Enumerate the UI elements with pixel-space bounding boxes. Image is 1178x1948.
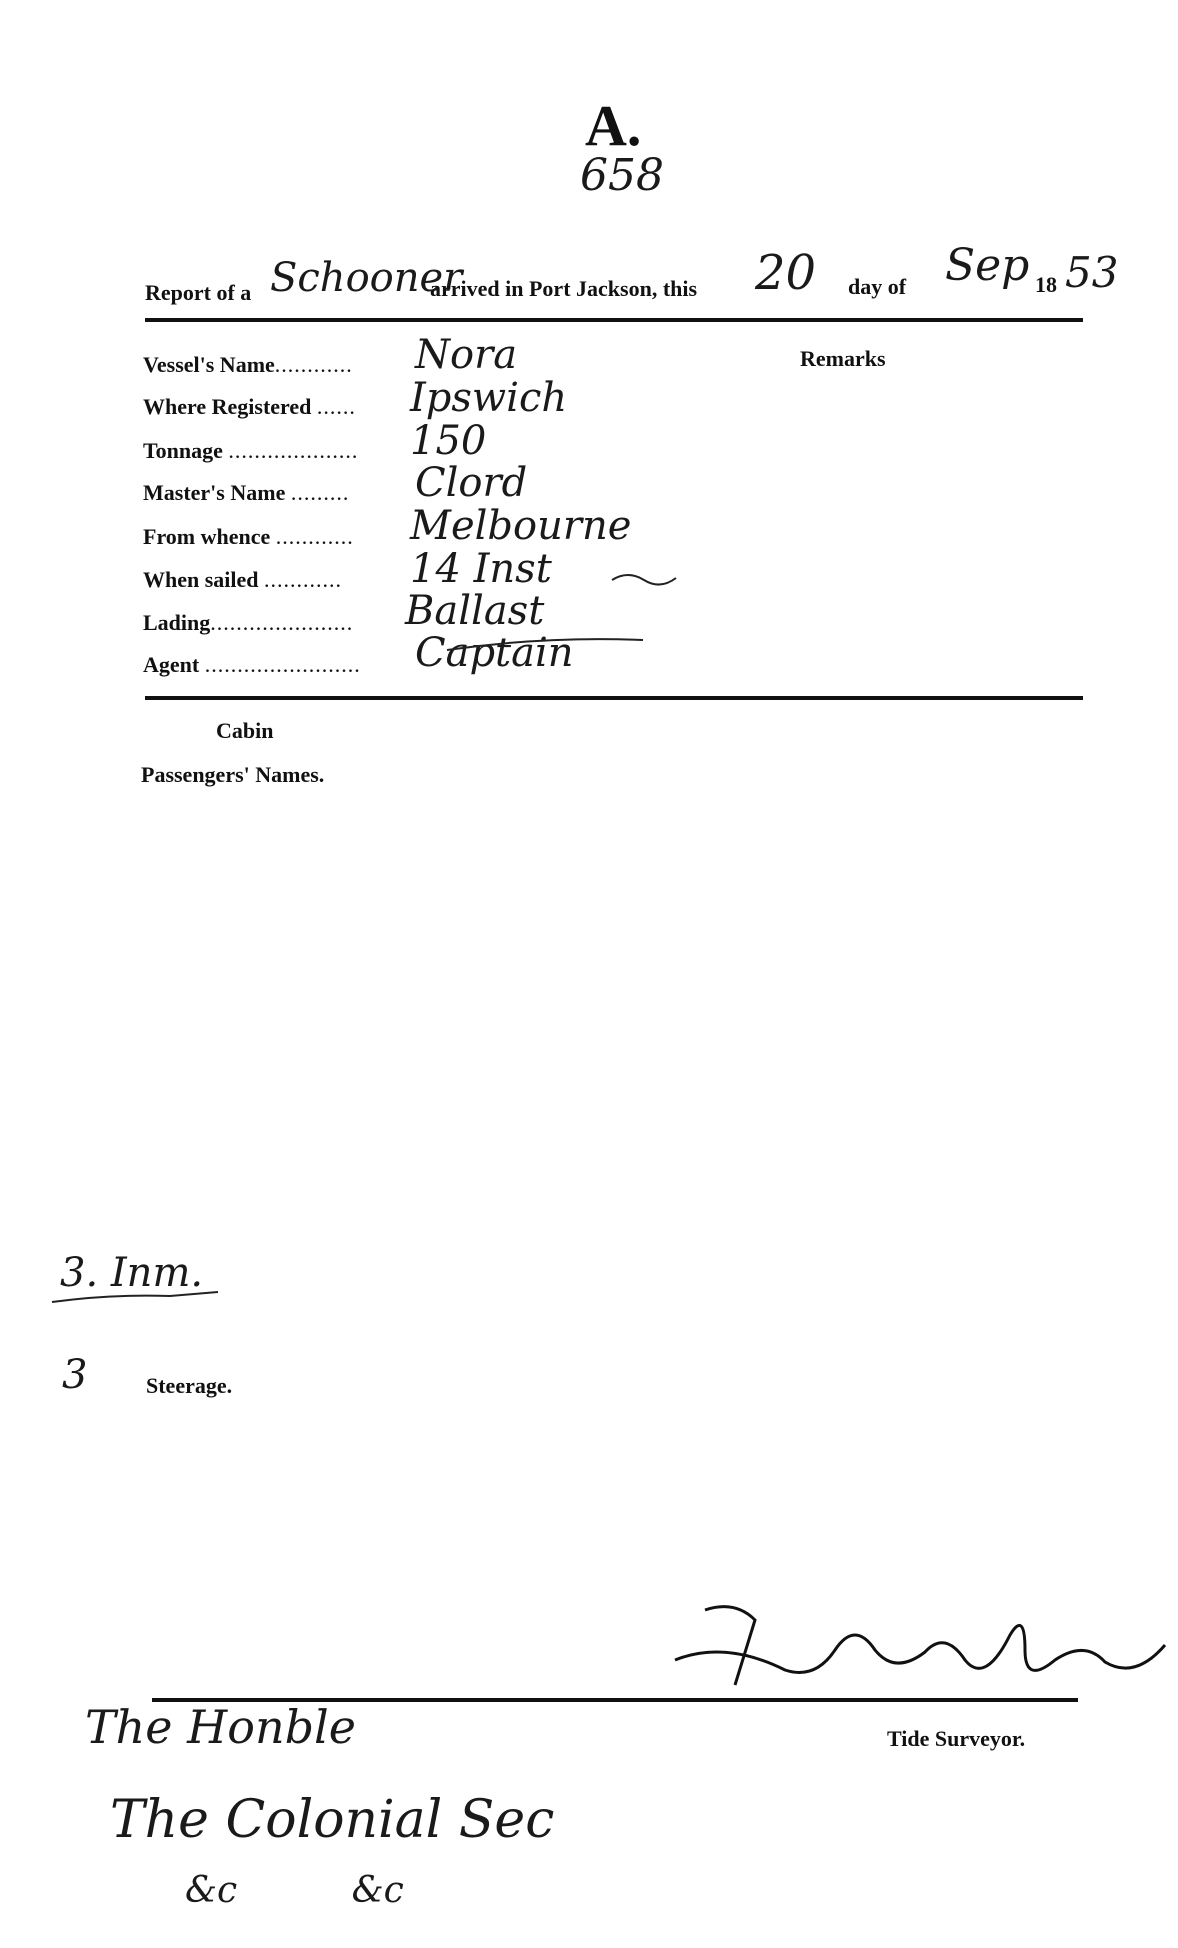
report-prefix: Report of a	[145, 280, 252, 305]
year-suffix: 53	[1065, 248, 1119, 297]
vessel-type: Schooner	[270, 255, 463, 301]
master-name-label: Master's Name .........	[143, 480, 350, 505]
agent-underline	[445, 630, 645, 660]
addressee-line-1: The Honble	[85, 1700, 356, 1754]
form-letter: A.	[585, 93, 642, 158]
tonnage-value: 150	[410, 418, 487, 464]
when-sailed-value: 14 Inst	[410, 546, 552, 592]
lading-label: Lading......................	[143, 610, 354, 635]
agent-value: Captain	[415, 630, 574, 676]
lading-value: Ballast	[405, 588, 545, 634]
tide-surveyor-label: Tide Surveyor.	[887, 1726, 1026, 1751]
year-prefix: 18	[1035, 272, 1057, 297]
addressee-line-2: The Colonial Sec	[110, 1790, 555, 1850]
steerage-label: Steerage.	[146, 1373, 233, 1398]
where-registered-label: Where Registered ......	[143, 394, 356, 419]
when-sailed-label: When sailed ............	[143, 567, 343, 592]
where-registered-value: Ipswich	[410, 375, 568, 421]
agent-label: Agent ........................	[143, 652, 361, 677]
when-sailed-flourish	[610, 568, 680, 588]
arrived-text: arrived in Port Jackson, this	[430, 276, 698, 301]
form-number: 658	[580, 150, 664, 201]
vessel-name-label: Vessel's Name............	[143, 352, 353, 377]
remarks-label: Remarks	[800, 346, 886, 371]
tide-surveyor-signature	[665, 1590, 1178, 1700]
steerage-count: 3	[62, 1352, 88, 1398]
tonnage-label: Tonnage ....................	[143, 438, 359, 463]
vessel-name-value: Nora	[415, 332, 518, 378]
bottom-rule	[145, 696, 1083, 700]
top-rule	[145, 318, 1083, 322]
master-name-value: Clord	[415, 460, 528, 506]
month-value: Sep	[945, 240, 1030, 291]
passengers-label: Passengers' Names.	[141, 762, 325, 787]
cabin-label: Cabin	[216, 718, 274, 743]
passenger-entry-underline	[50, 1290, 220, 1310]
day-of-text: day of	[848, 274, 907, 299]
passenger-entry: 3. Inm.	[60, 1250, 204, 1296]
from-whence-label: From whence ............	[143, 524, 354, 549]
from-whence-value: Melbourne	[410, 503, 632, 549]
day-value: 20	[755, 245, 817, 301]
addressee-line-3: &c &c	[185, 1870, 404, 1911]
